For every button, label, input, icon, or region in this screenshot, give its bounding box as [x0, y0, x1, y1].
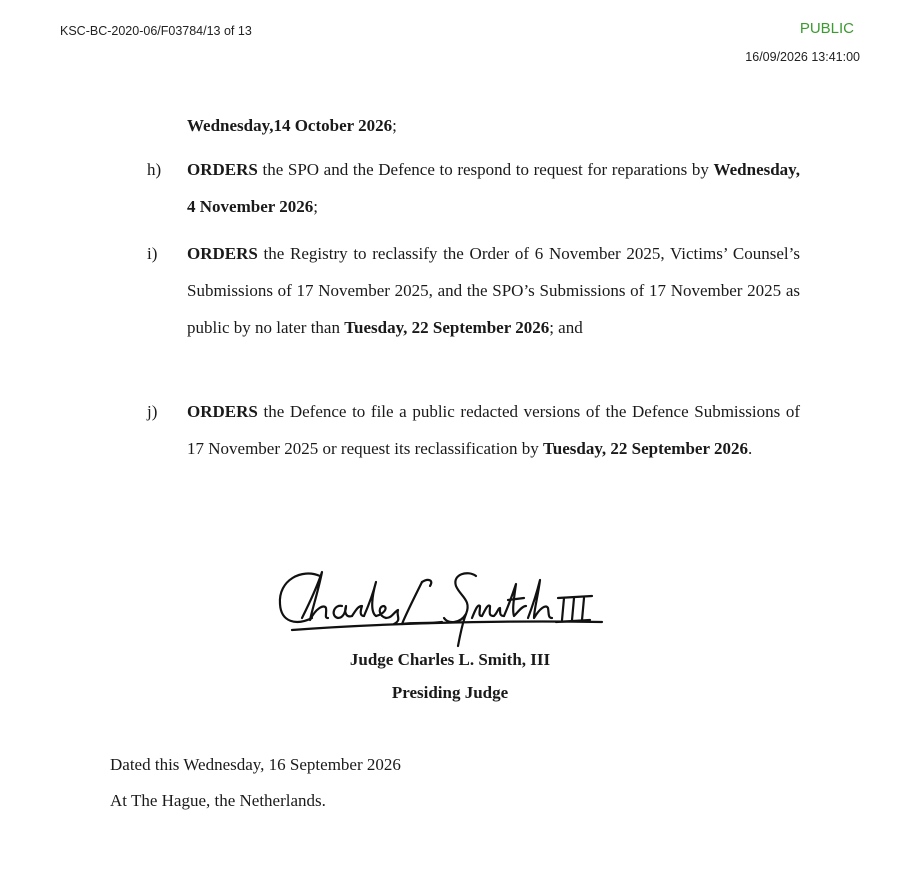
- continued-paragraph: Wednesday,14 October 2026;: [187, 116, 397, 135]
- item-label-i: i): [147, 244, 158, 263]
- signatory-name: Judge Charles L. Smith, III: [349, 650, 551, 669]
- signatory-title: Presiding Judge: [391, 683, 509, 702]
- item-label-h: h): [147, 160, 162, 179]
- order-item-i: ORDERS the Registry to reclassify the Order of 6 November 2025, Victims’ Counsel’s Submissions of 17 November 2025, and the SPO’s Submissions of 17 November 2025 as public by no later than Tuesday, 22 September 2026; and: [187, 244, 800, 337]
- filing-timestamp: 16/09/2026 13:41:00: [745, 50, 860, 64]
- order-item-j: ORDERS the Defence to file a public redacted versions of the Defence Submissions of 17 November 2025 or request its reclassification by Tuesday, 22 September 2026.: [187, 402, 800, 458]
- orders-keyword: ORDERS: [187, 402, 258, 421]
- deadline-date: Wednesday,14 October 2026: [187, 116, 393, 135]
- place-line: At The Hague, the Netherlands.: [110, 791, 326, 810]
- dated-line: Dated this Wednesday, 16 September 2026: [110, 755, 401, 774]
- order-item-h: ORDERS the SPO and the Defence to respond to request for reparations by Wednesday, 4 November 2026;: [187, 160, 800, 216]
- item-label-j: j): [147, 402, 158, 421]
- handwritten-signature: [272, 562, 617, 648]
- document-reference: KSC-BC-2020-06/F03784/13 of 13: [60, 24, 252, 38]
- deadline-date: Tuesday, 22 September 2026: [344, 318, 550, 337]
- classification-label: PUBLIC: [799, 20, 854, 37]
- deadline-date: Wednesday, 4 November 2026: [187, 160, 800, 216]
- orders-keyword: ORDERS: [187, 160, 258, 179]
- orders-keyword: ORDERS: [187, 244, 258, 263]
- deadline-date: Tuesday, 22 September 2026: [542, 439, 748, 458]
